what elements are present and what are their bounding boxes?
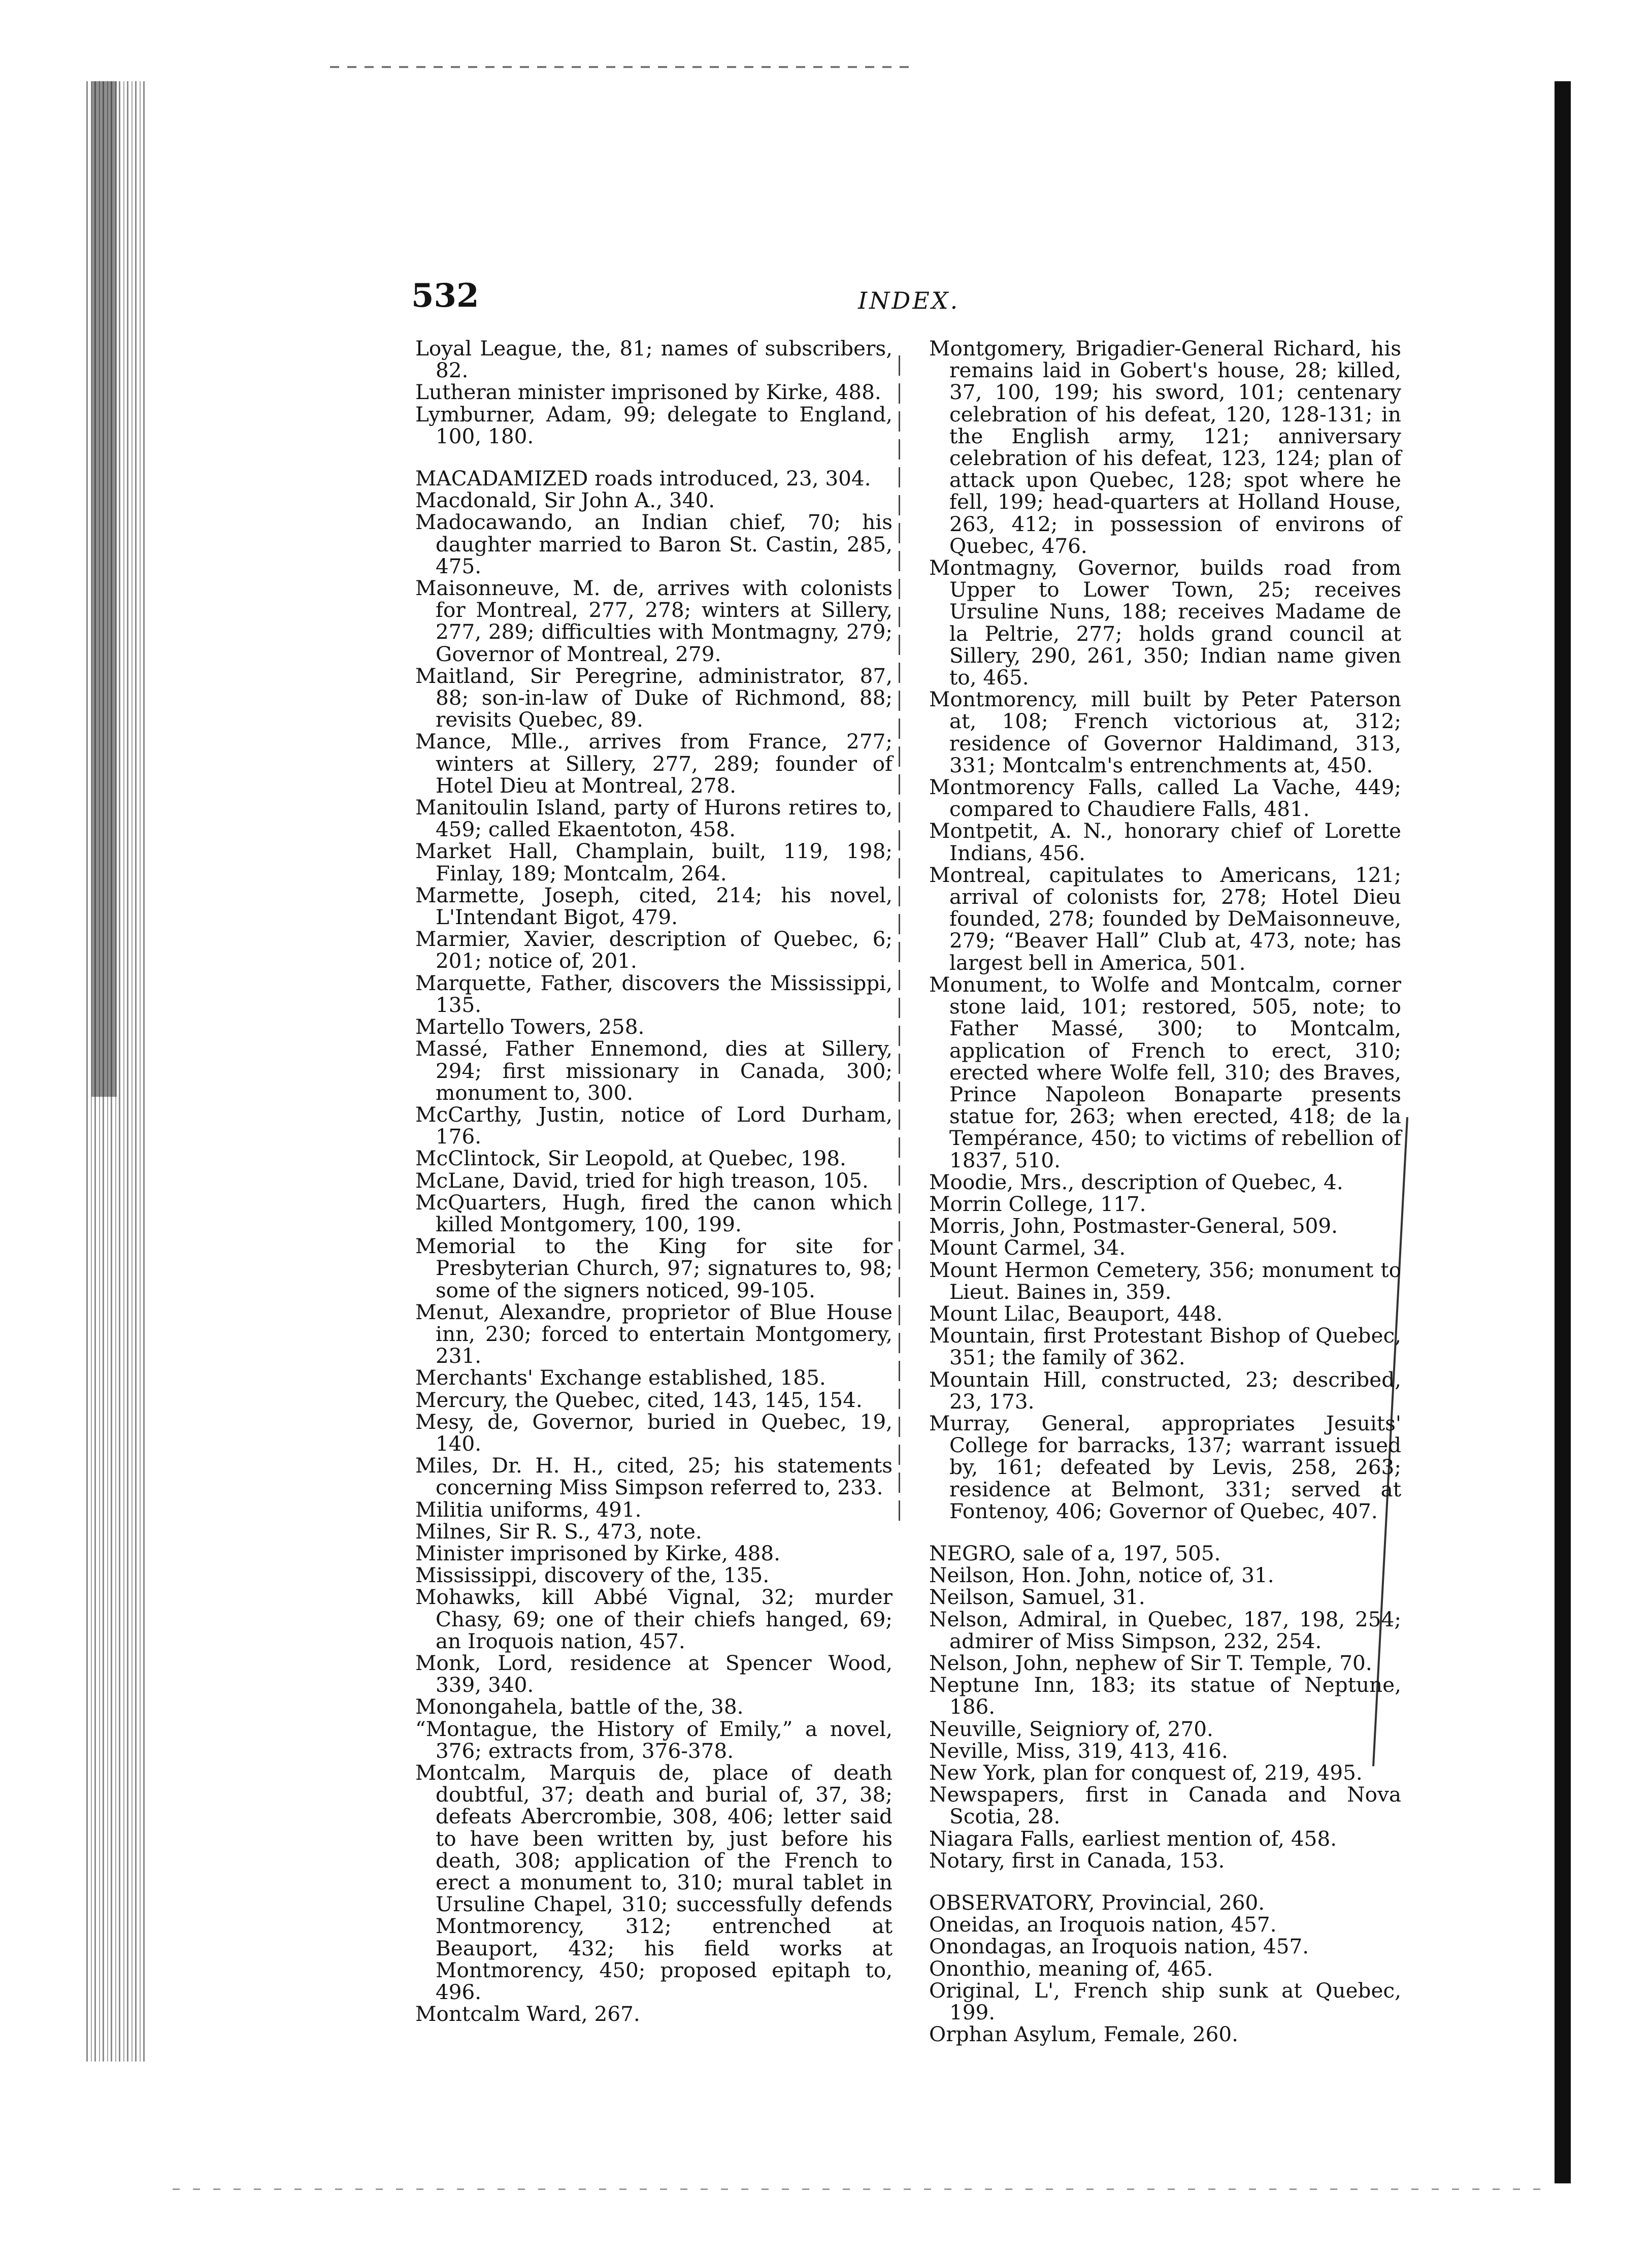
index-entry: Onondagas, an Iroquois nation, 457. xyxy=(929,1934,1309,1959)
index-entry: Montmorency Falls, called La Vache, 449; compared to Chaudiere Falls, 481. xyxy=(929,775,1401,822)
index-entry: Martello Towers, 258. xyxy=(415,1015,645,1039)
index-entry: Ononthio, meaning of, 465. xyxy=(929,1956,1213,1981)
index-entry: Neilson, Hon. John, notice of, 31. xyxy=(929,1563,1274,1588)
index-entry: Neuville, Seigniory of, 270. xyxy=(929,1716,1213,1741)
index-entry: Mohawks, kill Abbé Vignal, 32; murder Chasy, 69; one of their chiefs hanged, 69; an Iroquois nation, 457. xyxy=(415,1585,893,1653)
index-entry: Manitoulin Island, party of Hurons retires to, 459; called Ekaentoton, 458. xyxy=(415,795,893,842)
index-entry: Morris, John, Postmaster-General, 509. xyxy=(929,1214,1338,1238)
index-entry: Mesy, de, Governor, buried in Quebec, 19, 140. xyxy=(415,1409,893,1456)
index-entry: Montmorency, mill built by Peter Paterson at, 108; French victorious at, 312; residence of Governor Haldimand, 313, 331; Montcalm's entrenchments at, 450. xyxy=(929,687,1401,777)
scan-right-border xyxy=(1555,81,1571,2183)
index-entry: Monument, to Wolfe and Montcalm, corner stone laid, 101; restored, 505, note; to Father Massé, 300; to Montcalm, application of French to erect, 310; erected where Wolfe fell, 310; des Braves, Prince Napoleon Bonaparte presents statue for, 263; when erected, 418; de la Tempérance, 450; to victims of rebellion of 1837, 510. xyxy=(929,972,1401,1172)
index-entry: Loyal League, the, 81; names of subscribers, 82. xyxy=(415,336,893,383)
scan-top-rule xyxy=(330,66,914,68)
index-entry: Oneidas, an Iroquois nation, 457. xyxy=(929,1912,1277,1937)
index-entry: Madocawando, an Indian chief, 70; his daughter married to Baron St. Castin, 285, 475. xyxy=(415,510,893,578)
index-entry: Neptune Inn, 183; its statue of Neptune, 186. xyxy=(929,1673,1401,1719)
scan-edge-shadow xyxy=(91,81,117,1097)
index-entry: Montpetit, A. N., honorary chief of Lorette Indians, 456. xyxy=(929,819,1401,865)
index-entry: Marquette, Father, discovers the Mississippi, 135. xyxy=(415,970,893,1017)
index-entry: MACADAMIZED roads introduced, 23, 304. xyxy=(415,466,871,491)
running-head: INDEX. xyxy=(858,287,960,314)
index-entry: Montcalm Ward, 267. xyxy=(415,2002,640,2026)
index-entry: Macdonald, Sir John A., 340. xyxy=(415,488,715,513)
index-entry: Montcalm, Marquis de, place of death doubtful, 37; death and burial of, 37, 38; defeats Abercrombie, 308, 406; letter said to have been written by, just before his death, 308; application of the French to erect a monument to, 310; mural tablet in Ursuline Chapel, 310; successfully defends Montmorency, 312; entrenched at Beauport, 432; his field works at Montmorency, 450; proposed epitaph to, 496. xyxy=(415,1760,893,2005)
index-entry: Market Hall, Champlain, built, 119, 198; Finlay, 189; Montcalm, 264. xyxy=(415,839,893,886)
index-entry: Mississippi, discovery of the, 135. xyxy=(415,1563,770,1588)
index-entry: Mountain, first Protestant Bishop of Quebec, 351; the family of 362. xyxy=(929,1323,1401,1370)
index-entry: Mance, Mlle., arrives from France, 277; winters at Sillery, 277, 289; founder of Hotel Dieu at Montreal, 278. xyxy=(415,729,893,798)
index-entry: OBSERVATORY, Provincial, 260. xyxy=(929,1890,1265,1915)
index-entry: Mount Lilac, Beauport, 448. xyxy=(929,1301,1223,1326)
index-entry: Mountain Hill, constructed, 23; described, 23, 173. xyxy=(929,1367,1401,1414)
index-entry: Memorial to the King for site for Presbyterian Church, 97; signatures to, 98; some of the signers noticed, 99-105. xyxy=(415,1234,893,1302)
index-entry: Marmette, Joseph, cited, 214; his novel, L'Intendant Bigot, 479. xyxy=(415,882,893,930)
index-entry: Neville, Miss, 319, 413, 416. xyxy=(929,1738,1228,1763)
index-entry: Orphan Asylum, Female, 260. xyxy=(929,2022,1239,2047)
index-entry: “Montague, the History of Emily,” a novel, 376; extracts from, 376-378. xyxy=(415,1716,893,1763)
index-column-left xyxy=(415,338,893,2025)
index-entry: Morrin College, 117. xyxy=(929,1191,1146,1216)
index-entry: Menut, Alexandre, proprietor of Blue House inn, 230; forced to entertain Montgomery, 231. xyxy=(415,1299,893,1368)
index-entry: Maitland, Sir Peregrine, administrator, 87, 88; son-in-law of Duke of Richmond, 88; revisits Quebec, 89. xyxy=(415,663,893,732)
index-entry: Milnes, Sir R. S., 473, note. xyxy=(415,1519,702,1544)
index-entry: Mount Carmel, 34. xyxy=(929,1235,1126,1260)
index-entry: McCarthy, Justin, notice of Lord Durham, 176. xyxy=(415,1102,893,1149)
index-entry: Marmier, Xavier, description of Quebec, 6; 201; notice of, 201. xyxy=(415,927,893,973)
index-entry: NEGRO, sale of a, 197, 505. xyxy=(929,1541,1221,1565)
index-entry: Mount Hermon Cemetery, 356; monument to Lieut. Baines in, 359. xyxy=(929,1257,1401,1304)
index-entry: Moodie, Mrs., description of Quebec, 4. xyxy=(929,1169,1343,1194)
index-entry: Neilson, Samuel, 31. xyxy=(929,1585,1145,1610)
index-entry: Montmagny, Governor, builds road from Upper to Lower Town, 25; receives Ursuline Nuns, 188; receives Madame de la Peltrie, 277; holds grand council at Sillery, 290, 261, 350; Indian name given to, 465. xyxy=(929,555,1401,690)
index-entry: Lutheran minister imprisoned by Kirke, 488. xyxy=(415,380,881,405)
index-entry: Monk, Lord, residence at Spencer Wood, 339, 340. xyxy=(415,1650,893,1697)
index-entry: Maisonneuve, M. de, arrives with colonists for Montreal, 277, 278; winters at Sillery, 277, 289; difficulties with Montmagny, 279; Governor of Montreal, 279. xyxy=(415,576,893,666)
index-entry: Monongahela, battle of the, 38. xyxy=(415,1694,744,1719)
index-entry: Montgomery, Brigadier-General Richard, his remains laid in Gobert's house, 28; killed, 37, 100, 199; his sword, 101; centenary celebration of his defeat, 120, 128-131; in the English army, 121; anniversary celebration of his defeat, 123, 124; plan of attack upon Quebec, 128; spot where he fell, 199; head-quarters at Holland House, 263, 412; in possession of environs of Quebec, 476. xyxy=(929,336,1401,558)
index-entry: Mercury, the Quebec, cited, 143, 145, 154. xyxy=(415,1387,863,1412)
scan-bottom-rule xyxy=(173,2188,1543,2190)
index-entry: Massé, Father Ennemond, dies at Sillery, 294; first missionary in Canada, 300; monument to, 300. xyxy=(415,1036,893,1105)
page-number: 532 xyxy=(411,277,479,315)
index-entry: Newspapers, first in Canada and Nova Scotia, 28. xyxy=(929,1782,1401,1829)
index-entry: Original, L', French ship sunk at Quebec, 199. xyxy=(929,1978,1401,2025)
index-entry: Miles, Dr. H. H., cited, 25; his statements concerning Miss Simpson referred to, 233. xyxy=(415,1453,893,1500)
index-entry: Militia uniforms, 491. xyxy=(415,1497,642,1522)
index-entry: Merchants' Exchange established, 185. xyxy=(415,1365,826,1390)
column-divider xyxy=(899,355,900,1528)
index-entry: Lymburner, Adam, 99; delegate to England, 100, 180. xyxy=(415,402,893,448)
index-entry: Nelson, John, nephew of Sir T. Temple, 70. xyxy=(929,1650,1372,1675)
index-entry: Murray, General, appropriates Jesuits' College for barracks, 137; warrant issued by, 161; defeated by Levis, 258, 263; residence at Belmont, 331; served at Fontenoy, 406; Governor of Quebec, 407. xyxy=(929,1411,1401,1523)
index-entry: Minister imprisoned by Kirke, 488. xyxy=(415,1541,781,1565)
index-entry: McLane, David, tried for high treason, 105. xyxy=(415,1168,869,1193)
index-entry: Niagara Falls, earliest mention of, 458. xyxy=(929,1826,1337,1851)
index-column-right xyxy=(929,338,1401,2045)
index-entry: Montreal, capitulates to Americans, 121; arrival of colonists for, 278; Hotel Dieu founded, 278; founded by DeMaisonneuve, 279; “Beaver Hall” Club at, 473, note; has largest bell in America, 501. xyxy=(929,862,1401,975)
index-entry: New York, plan for conquest of, 219, 495. xyxy=(929,1760,1363,1785)
index-entry: Notary, first in Canada, 153. xyxy=(929,1848,1225,1873)
index-entry: Nelson, Admiral, in Quebec, 187, 198, 254; admirer of Miss Simpson, 232, 254. xyxy=(929,1607,1401,1653)
index-entry: McClintock, Sir Leopold, at Quebec, 198. xyxy=(415,1146,846,1171)
index-entry: McQuarters, Hugh, fired the canon which killed Montgomery, 100, 199. xyxy=(415,1190,893,1236)
